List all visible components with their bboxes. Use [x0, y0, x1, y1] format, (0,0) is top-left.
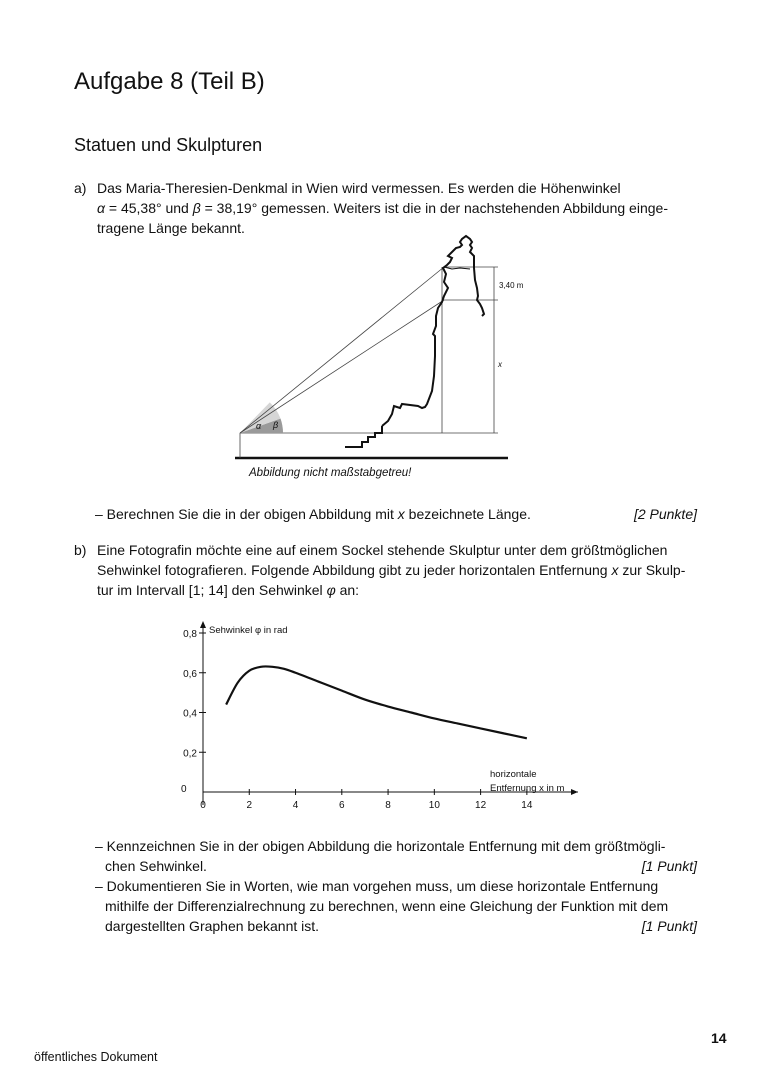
dimension-label: 3,40 m	[499, 281, 524, 290]
beta-symbol: β	[192, 200, 201, 216]
x-tick-label: 4	[292, 800, 299, 811]
part-b-line-3a: tur im Intervall [1; 14] den Sehwinkel	[97, 582, 327, 598]
x-tick-label: 10	[428, 800, 440, 811]
part-b-task-2-line-3: dargestellten Graphen bekannt ist.	[105, 918, 320, 934]
page-title: Aufgabe 8 (Teil B)	[74, 68, 265, 95]
part-b-text	[74, 540, 696, 600]
chart-ticks	[183, 629, 533, 811]
page-number: 14	[711, 1030, 727, 1046]
beta-label: β	[273, 420, 279, 430]
series-line	[226, 666, 527, 738]
x-tick-label: 12	[475, 800, 487, 811]
x-tick-label: 2	[246, 800, 253, 811]
x-label: x	[498, 360, 502, 369]
x-tick-label: 14	[521, 800, 533, 811]
x-tick-label: 0	[200, 800, 206, 811]
part-b-task-2-line-1: – Dokumentieren Sie in Worten, wie man vorgehen muss, um diese horizontale Entfernung	[95, 878, 659, 894]
part-b-line-1: Eine Fotografin möchte eine auf einem Sockel stehende Skulptur unter dem größtmöglichen	[97, 542, 668, 558]
y-tick-label: 0,4	[183, 708, 197, 720]
part-a-line-3: tragene Länge bekannt.	[97, 220, 245, 236]
sight-line-top	[240, 267, 444, 433]
sehwinkel-chart	[170, 615, 590, 820]
part-a-line-1: Das Maria-Theresien-Denkmal in Wien wird vermessen. Es werden die Höhenwinkel	[97, 180, 621, 196]
x-axis-label-line-2: Entfernung x in m	[490, 783, 565, 794]
alpha-label: α	[256, 421, 262, 431]
x-axis-arrow	[571, 789, 578, 795]
y-origin-label: 0	[181, 784, 187, 795]
monument-steps	[345, 426, 382, 447]
part-a-task-rest: bezeichnete Länge.	[404, 506, 531, 522]
monument-figure	[230, 236, 524, 466]
part-b-line-3b: an:	[335, 582, 360, 598]
phi-symbol: φ	[326, 582, 336, 598]
part-b-line-3	[97, 580, 696, 600]
part-a-text	[74, 178, 696, 238]
x-axis-label-line-1: horizontale	[490, 769, 537, 780]
alpha-symbol: α	[97, 200, 105, 216]
part-a-task-text: – Berechnen Sie die in der obigen Abbildung mit	[95, 506, 398, 522]
beta-value: = 38,19° gemessen. Weiters ist die in der nachstehenden Abbildung einge-	[200, 200, 668, 216]
part-b-task-1-line-2: chen Sehwinkel.	[105, 858, 207, 874]
part-a-label: a)	[74, 180, 87, 196]
part-b-task-1-line-1: – Kennzeichnen Sie in der obigen Abbildung die horizontale Entfernung mit dem größtmögli-	[95, 838, 666, 854]
x-tick-label: 8	[385, 800, 391, 811]
x-tick-label: 6	[339, 800, 345, 811]
y-tick-label: 0,8	[183, 629, 197, 640]
y-tick-label: 0,2	[183, 748, 197, 760]
y-axis-label: Sehwinkel φ in rad	[209, 625, 288, 636]
part-b-line-2	[97, 560, 696, 580]
part-a-task-x: x	[397, 506, 405, 522]
y-axis-arrow	[200, 621, 206, 628]
alpha-value: = 45,38° und	[104, 200, 193, 216]
part-a-task	[95, 504, 697, 524]
section-title: Statuen und Skulpturen	[74, 135, 263, 155]
part-b-label: b)	[74, 542, 87, 558]
footer-text: öffentliches Dokument	[34, 1050, 158, 1064]
figure-caption: Abbildung nicht maßstabgetreu!	[249, 467, 412, 479]
part-b-line-2b: zur Skulp-	[618, 562, 686, 578]
y-tick-label: 0,6	[183, 668, 197, 680]
part-b-line-2a: Sehwinkel fotografieren. Folgende Abbildung gibt zu jeder horizontalen Entfernung	[97, 562, 612, 578]
part-b-task-2	[95, 876, 697, 936]
part-b-task-2-line-2: mithilfe der Differenzialrechnung zu berechnen, wenn eine Gleichung der Funktion mit dem	[105, 898, 669, 914]
part-a-line-2	[97, 198, 696, 218]
part-a-points: [2 Punkte]	[633, 506, 697, 522]
monument-silhouette	[382, 236, 484, 426]
part-b-task-1	[95, 836, 697, 876]
sight-line-bottom	[240, 300, 444, 433]
part-b-task-1-points: [1 Punkt]	[641, 858, 697, 874]
part-b-task-2-points: [1 Punkt]	[641, 918, 697, 934]
part-b-line-2x: x	[611, 562, 619, 578]
